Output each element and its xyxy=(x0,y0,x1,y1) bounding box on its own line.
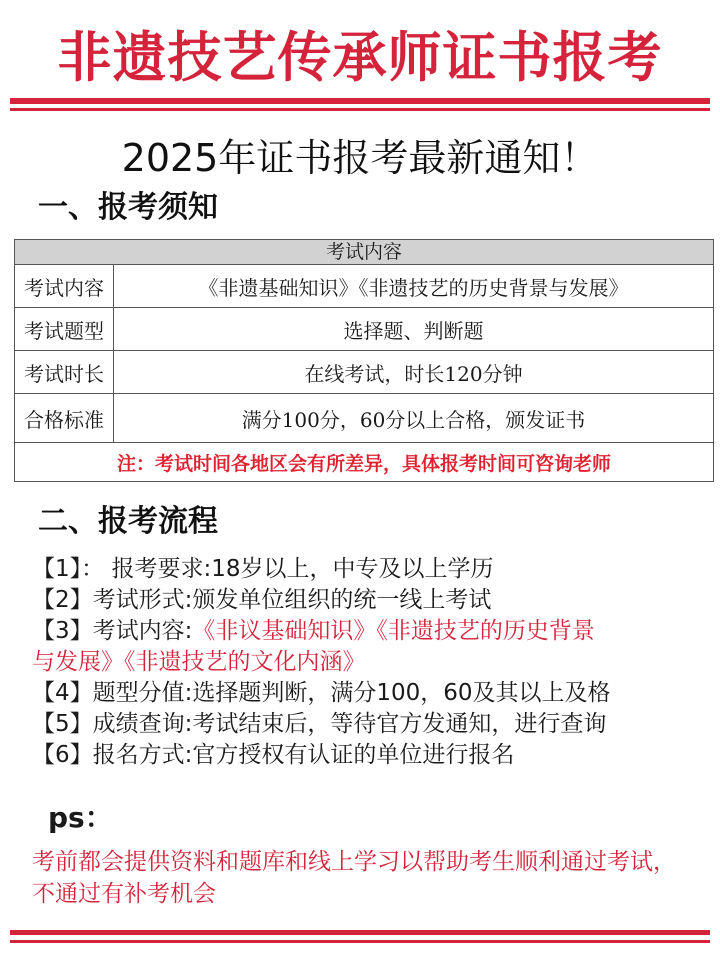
step-text: 报名方式:官方授权有认证的单位进行报名 xyxy=(92,742,515,768)
section-heading-notice: 一、报考须知 xyxy=(38,190,218,225)
list-item xyxy=(32,585,712,616)
table-header-row xyxy=(15,240,714,265)
notice-subtitle: 2025年证书报考最新通知！ xyxy=(121,136,599,180)
section-heading-process: 二、报考流程 xyxy=(38,504,218,539)
step-number: 【3】 xyxy=(32,618,93,644)
table-row-value: 选择题、判断题 xyxy=(114,308,714,351)
list-item xyxy=(32,709,712,740)
table-row-label: 考试题型 xyxy=(15,308,114,351)
step-text: ： 报考要求:18岁以上，中专及以上学历 xyxy=(81,556,494,582)
step-number: 【2】 xyxy=(32,587,93,613)
bottom-divider-thin xyxy=(10,940,710,943)
table-row-value: 满分100分，60分以上合格，颁发证书 xyxy=(114,394,714,443)
bottom-divider-thick xyxy=(10,930,710,935)
table-row-label: 考试内容 xyxy=(15,265,114,308)
process-steps-list xyxy=(32,554,712,771)
table-row-value: 《非遗基础知识》《非遗技艺的历史背景与发展》 xyxy=(114,265,714,308)
top-divider-thin xyxy=(10,108,710,111)
table-row xyxy=(15,351,714,394)
table-row xyxy=(15,265,714,308)
step-number: 【5】 xyxy=(32,711,93,737)
table-row xyxy=(15,394,714,443)
list-item xyxy=(32,554,712,585)
step-text: 考试形式:颁发单位组织的统一线上考试 xyxy=(92,587,492,613)
banner-title: 非遗技艺传承师证书报考 xyxy=(57,25,663,89)
ps-text: 考前都会提供资料和题库和线上学习以帮助考生顺利通过考试，不通过有补考机会 xyxy=(32,849,676,907)
table-header-cell: 考试内容 xyxy=(15,240,714,265)
exam-info-table xyxy=(14,239,714,482)
table-note: 注：考试时间各地区会有所差异，具体报考时间可咨询老师 xyxy=(15,443,714,482)
table-row xyxy=(15,308,714,351)
list-item xyxy=(32,616,712,647)
step-number: 【4】 xyxy=(32,680,93,706)
list-item xyxy=(32,678,712,709)
step-number: 【6】 xyxy=(32,742,93,768)
step-number: 【1】 xyxy=(32,556,82,582)
step-highlight-text: 《非议基础知识》《非遗技艺的历史背景 xyxy=(192,618,595,644)
table-note-row xyxy=(15,443,714,482)
step-text: 题型分值:选择题判断，满分100，60及其以上及格 xyxy=(92,680,611,706)
table-row-value: 在线考试，时长120分钟 xyxy=(114,351,714,394)
table-row-label: 考试时长 xyxy=(15,351,114,394)
top-divider-thick xyxy=(10,98,710,104)
step-text: 考试内容: xyxy=(92,618,193,644)
step-highlight-continuation: 与发展》《非遗技艺的文化内涵》 xyxy=(32,649,366,675)
list-item xyxy=(32,740,712,771)
table-row-label: 合格标准 xyxy=(15,394,114,443)
ps-label: ps： xyxy=(48,801,113,834)
step-text: 成绩查询:考试结束后，等待官方发通知，进行查询 xyxy=(92,711,607,737)
